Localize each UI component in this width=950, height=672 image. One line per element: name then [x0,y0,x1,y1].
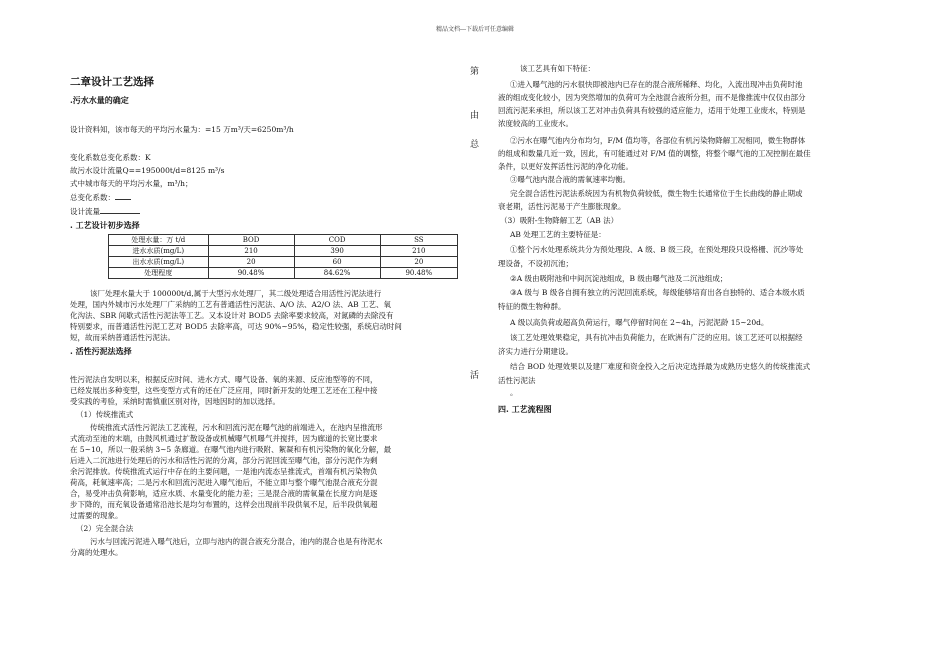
paragraph-total-coefficient [70,193,131,203]
subheading-complete-mix: （2）完全混合法 [76,524,134,533]
paragraph-line: 过需要的现象。 [70,511,123,520]
section-heading-activated-sludge: . 活性污泥法选择 [70,346,132,356]
paragraph-design-flow-label [70,207,140,217]
paragraph-line: AB 处理工艺的主要特征是： [510,230,606,239]
paragraph-line: 后进入二沉池进行处理后的污水和活性污泥的分离，部分污泥回流至曝气池，部分污泥作为剩 [70,456,378,465]
paragraph-line: 回流污泥来承担，所以该工艺对冲击负荷具有较强的适应能力，适用于处理工业废水，特别是 [498,106,806,115]
paragraph-line: 已经发展出多种变型，这些变型方式有的还在广泛应用，同时新开发的处理工艺还在工程中接 [70,386,378,395]
paragraph-line: ③曝气池内混合液的需氧速率均衡。 [510,175,630,184]
table-header-cell: 处理水量：万 t/d [109,235,209,246]
subheading-traditional-plug-flow: （1）传统推流式 [76,410,134,419]
paragraph-line: 余污泥排放。传统推流式运行中存在的主要问题，一是池内流态呈推流式，首端有机污染物负 [70,467,378,476]
paragraph-design-flow: 故污水设计流量Q==195000t/d=8125 m³/s [70,166,225,175]
paragraph-line: 传统推流式活性污泥法工艺流程，污水和回流污泥在曝气池的前端进入，在池内呈推流形 [90,423,383,432]
water-quality-table [108,234,458,279]
paragraph-line: 条件，以更好发挥活性污泥的净化功能。 [498,162,633,171]
subheading-ab-process: （3）吸附-生物降解工艺（AB 法） [500,216,619,225]
table-cell: 60 [294,257,380,268]
side-char-1: 第 [470,67,480,77]
table-header-cell: SS [380,235,457,246]
paragraph-line: ③A 级与 B 级各自拥有独立的污泥回流系统，每级能够培育出各自独特的、适合本级水质 [510,288,805,297]
table-cell: 90.48% [380,268,457,279]
paragraph-line: 济实力进行分期建设。 [498,347,573,356]
blank-line [100,213,140,214]
paragraph-line: 污水与回流污泥进入曝气池后，立即与池内的混合液充分混合，池内的混合也是有待泥水 [90,537,383,546]
blank-line [115,199,131,200]
table-cell: 20 [380,257,457,268]
design-flow-label: 设计流量 [70,207,100,216]
paragraph-dot: 。 [510,388,518,397]
paragraph-line: ②A 级由吸附池和中间沉淀池组成，B 级由曝气池及二沉池组成； [510,274,728,283]
paragraph-line: A 级以高负荷或超高负荷运行，曝气停留时间在 2~4h，污泥泥龄 15~20d。 [510,318,769,327]
paragraph-line: 受实践的考验，采纳时需慎重区别对待，因地因时的加以选择。 [70,397,280,406]
paragraph-line: 在 5~10，所以一般采纳 3~5 条廊道。在曝气池内进行吸附、絮凝和有机污染物的氧化分解，最 [70,445,392,454]
paragraph-line: 的组成和数量几近一致，因此，有可能通过对 F/M 值的调整，将整个曝气池的工况控制在最佳 [498,149,811,158]
paragraph-line: ②污水在曝气池内分布均匀，F/M 值均等，各部位有机污染物降解工况相同，微生物群体 [510,136,806,145]
table-row [109,257,458,268]
table-cell: 20 [208,257,294,268]
table-cell: 210 [208,246,294,257]
paragraph-line: 完全混合活性污泥法系统因为有机物负荷较低，微生物生长通常位于生长曲线的静止期或 [510,189,803,198]
side-char-2: 由 [470,111,480,121]
section-heading-process-flow: 四. 工艺流程图 [498,404,552,414]
paragraph-line: 合，易受冲击负荷影响，适应水质、水量变化的能力差；三是混合液的需氧量在长度方向是逐 [70,489,378,498]
paragraph-line: 活性污泥法 [498,376,536,385]
paragraph-line: 该厂处理水量大于 100000t/d,属于大型污水处理厂，其二级处理适合用活性污泥法进行 [90,289,382,298]
chapter-title: 二章设计工艺选择 [70,76,154,88]
paragraph-line: ①进入曝气池的污水很快即被池内已存在的混合液所稀释、均化，入流出现冲击负荷时池 [510,80,803,89]
paragraph-line: 液的组成变化较小，因为突然增加的负荷可为全池混合液所分担，而不是像推流中仅仅由部分 [498,93,806,102]
section-heading-process-selection: . 工艺设计初步选择 [70,220,140,230]
paragraph-line: 特别要求，而普通活性污泥工艺对 BOD5 去除率高，可达 90%~95%，稳定性较强，系统启动时间 [70,322,402,331]
paragraph-line: 理设备，不设初沉池； [498,259,573,268]
paragraph-line: 式流动至池的末端，由鼓风机通过扩散设备或机械曝气机曝气并搅拌，因为廊道的长宽比要求 [70,434,378,443]
table-row [109,246,458,257]
side-char-4: 活 [470,371,480,381]
section-heading-water-volume: .污水水量的确定 [70,95,129,105]
total-coefficient-label: 总变化系数： [70,193,115,202]
table-cell: 210 [380,246,457,257]
paragraph-line: 该工艺处理效果稳定，具有抗冲击负荷能力，在欧洲有广泛的应用。该工艺还可以根据经 [510,333,803,342]
side-char-3: 总 [470,140,480,150]
paragraph-line: 衰老期，活性污泥易于产生膨胀现象。 [498,202,626,211]
paragraph-formula-note: 式中城市每天的平均污水量，m³/h； [70,179,193,188]
paragraph-line: 步下降的，而充氧设备通常沿池长是均匀布置的，这样会出现前半段供氧不足，后半段供氧超 [70,500,378,509]
table-cell: 390 [294,246,380,257]
table-header-row [109,235,458,246]
paragraph-coefficient: 变化系数总变化系数：K [70,153,151,162]
paragraph-line: 结合 BOD 处理效果以及建厂难度和资金投入之后决定选择最为成熟历史悠久的传统推流式 [510,362,811,371]
paragraph-avg-flow: 设计资料知，该市每天的平均污水量为：=15 万m³/天=6250m³/h [70,125,294,134]
paragraph-line: 性污泥法自发明以来，根据反应时间、进水方式、曝气设备、氧的来源、反应池型等的不同， [70,375,378,384]
paragraph-line: 短，故而采纳普通活性污泥法。 [70,333,175,342]
table-header-cell: COD [294,235,380,246]
paragraph-line: 分离的处理水。 [70,548,123,557]
table-cell: 进水水质(mg/L) [109,246,209,257]
table-header-cell: BOD [208,235,294,246]
table-cell: 处理程度 [109,268,209,279]
paragraph-line: 处理，国内外城市污水处理厂广采纳的工艺有普通活性污泥法、A/O 法、A2/O 法、AB 工艺、氧 [70,300,392,309]
table-row [109,268,458,279]
table-cell: 出水水质(mg/L) [109,257,209,268]
paragraph-line: 化沟法、SBR 间歇式活性污泥法等工艺。又本设计对 BOD5 去除率要求较高，对氮磷的去除没有 [70,311,394,320]
table-cell: 84.62% [294,268,380,279]
page-header: 精品文档---下载后可任意编辑 [435,26,515,33]
paragraph-line: ①整个污水处理系统共分为预处理段、A 级、B 级三段，在预处理段只设格栅、沉沙等处 [510,245,804,254]
paragraph-line: 荷高，耗氧速率高；二是污水和回流污泥进入曝气池后，不能立即与整个曝气池混合液充分混 [70,478,378,487]
table-cell: 90.48% [208,268,294,279]
paragraph-line: 浓度较高的工业废水。 [498,119,573,128]
paragraph-line: 特征的微生物种群。 [498,302,566,311]
paragraph-features-intro: 该工艺具有如下特征： [520,64,595,73]
